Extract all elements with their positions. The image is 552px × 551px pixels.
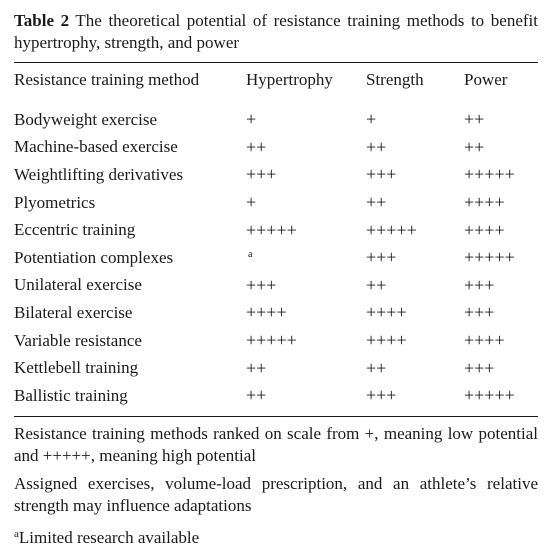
cell-method: Ballistic training <box>14 385 128 405</box>
cell-hypertrophy <box>246 244 366 272</box>
cell-strength: ++ <box>366 357 387 378</box>
cell-strength: ++ <box>366 274 387 295</box>
cell-hypertrophy: + <box>246 109 257 130</box>
table-caption <box>14 10 538 54</box>
table-row <box>14 189 538 217</box>
cell-power: ++++ <box>464 192 505 213</box>
cell-hypertrophy: +++++ <box>246 219 297 240</box>
cell-hypertrophy: +++ <box>246 164 277 185</box>
note-ranking: Resistance training methods ranked on scale from +, meaning low potential and +++++, meaning high potential <box>14 423 538 465</box>
table-row <box>14 327 538 355</box>
table-header-row <box>14 63 538 97</box>
table-caption-text: The theoretical potential of resistance training methods to benefit hypertrophy, strength, and power <box>14 11 538 52</box>
table-caption-label: Table 2 <box>14 11 70 30</box>
table-row <box>14 134 538 162</box>
table-row <box>14 272 538 300</box>
table-row <box>14 161 538 189</box>
cell-power: +++ <box>464 274 495 295</box>
cell-hypertrophy: +++++ <box>246 330 297 351</box>
cell-strength: +++ <box>366 385 397 406</box>
cell-method: Unilateral exercise <box>14 275 142 295</box>
table-row <box>14 382 538 410</box>
cell-hypertrophy: ++ <box>246 385 267 406</box>
cell-strength: +++ <box>366 247 397 268</box>
note-footnote <box>14 523 538 549</box>
cell-method: Machine-based exercise <box>14 137 178 157</box>
cell-hypertrophy: +++ <box>246 274 277 295</box>
cell-strength: + <box>366 109 377 130</box>
table-row <box>14 299 538 327</box>
cell-hypertrophy: + <box>246 192 257 213</box>
cell-method: Bodyweight exercise <box>14 109 158 129</box>
cell-strength: +++++ <box>366 219 417 240</box>
cell-power: +++++ <box>464 164 515 185</box>
cell-power: ++++ <box>464 219 505 240</box>
cell-hypertrophy: ++++ <box>246 302 287 323</box>
header-hypertrophy: Hypertrophy <box>246 70 333 89</box>
cell-method: Variable resistance <box>14 330 142 350</box>
cell-power: +++ <box>464 302 495 323</box>
table-bottom-rule <box>14 416 538 417</box>
cell-strength: ++ <box>366 136 387 157</box>
cell-power: ++ <box>464 109 485 130</box>
cell-power: ++++ <box>464 330 505 351</box>
footnote-mark: a <box>14 527 19 540</box>
note-assigned: Assigned exercises, volume-load prescription, and an athlete’s relative strength may influence adaptations <box>14 473 538 515</box>
cell-method: Weightlifting derivatives <box>14 164 184 184</box>
table-row <box>14 97 538 134</box>
cell-method: Bilateral exercise <box>14 302 133 322</box>
footnote-text: Limited research available <box>18 527 200 547</box>
table-row <box>14 216 538 244</box>
header-method: Resistance training method <box>14 70 200 89</box>
resistance-training-table <box>14 63 538 410</box>
cell-power: ++ <box>464 136 485 157</box>
cell-hypertrophy: ++ <box>246 357 267 378</box>
footnote-marker: a <box>248 248 253 260</box>
cell-power: +++ <box>464 357 495 378</box>
cell-strength: ++ <box>366 192 387 213</box>
cell-method: Eccentric training <box>14 220 136 240</box>
cell-hypertrophy: ++ <box>246 136 267 157</box>
table-row <box>14 354 538 382</box>
cell-method: Plyometrics <box>14 192 96 212</box>
cell-method: Potentiation complexes <box>14 247 174 267</box>
cell-strength: +++ <box>366 164 397 185</box>
table-notes <box>14 423 538 549</box>
cell-strength: ++++ <box>366 330 407 351</box>
cell-power: +++++ <box>464 385 515 406</box>
table-row <box>14 244 538 272</box>
header-strength: Strength <box>366 70 424 89</box>
cell-method: Kettlebell training <box>14 358 139 378</box>
cell-power: +++++ <box>464 247 515 268</box>
header-power: Power <box>464 70 508 89</box>
cell-strength: ++++ <box>366 302 407 323</box>
